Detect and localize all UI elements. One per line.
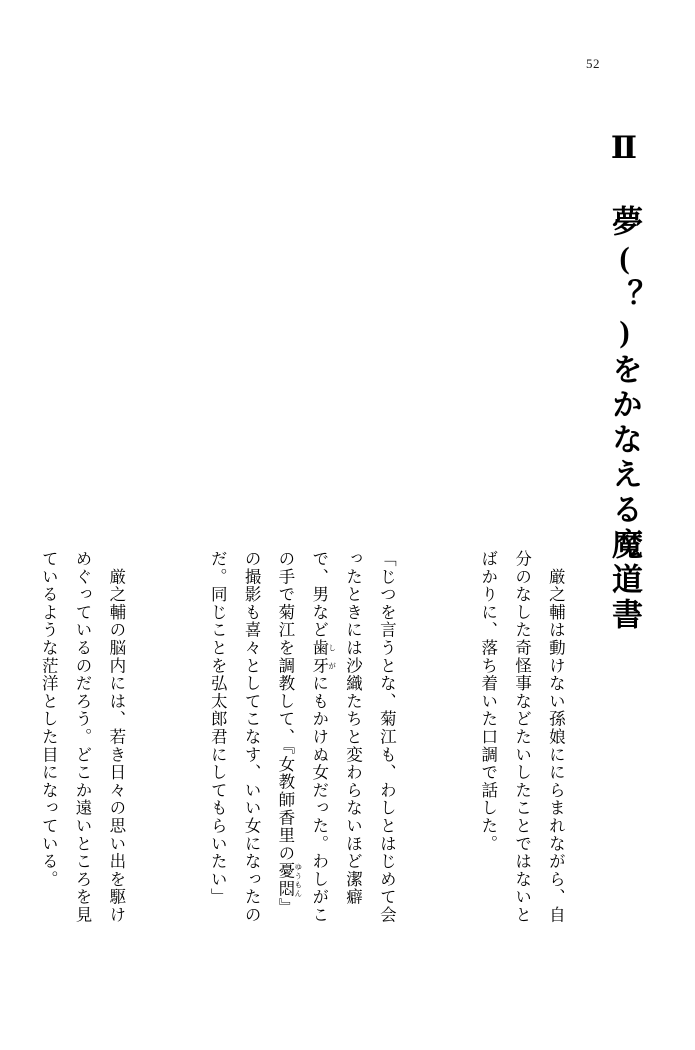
vertical-text-block [39,100,642,930]
ruby-shiga: 歯牙 しが [309,639,337,675]
ruby-reading-yuumon: ゆうもん [293,862,303,898]
chapter-title: Ⅱ 夢(？)をかなえる魔道書 [607,130,642,633]
body-text [0,550,640,930]
ruby-yuumon: 憂悶 ゆうもん [275,862,303,898]
paragraph-1: 厳之輔は動けない孫娘ににらまれながら、自分のなした奇怪事などたいしたことではないとばかりに、落ち着いた口調で話した。 [478,550,566,924]
page-number: 52 [586,56,600,71]
ruby-reading-shiga: しが [327,639,337,675]
paragraph-3: 厳之輔の脳内には、若き日々の思い出を駆けめぐっているのだろう。どこか遠いところを見ているような茫洋とした目になっている。 [39,550,126,924]
paragraph-2: 「じつを言うとな、菊江も、わしとはじめて会ったときには沙織たちと変わらないほど潔癖で、男など歯牙 しがにもかけぬ女だった。わしがこの手で菊江を調教して、『女教師香里の憂悶 ゆうもん』の撮影も喜々としてこなす、いい女になったのだ。同じことを弘太郎君にしてもらいたい」 [208,550,397,924]
